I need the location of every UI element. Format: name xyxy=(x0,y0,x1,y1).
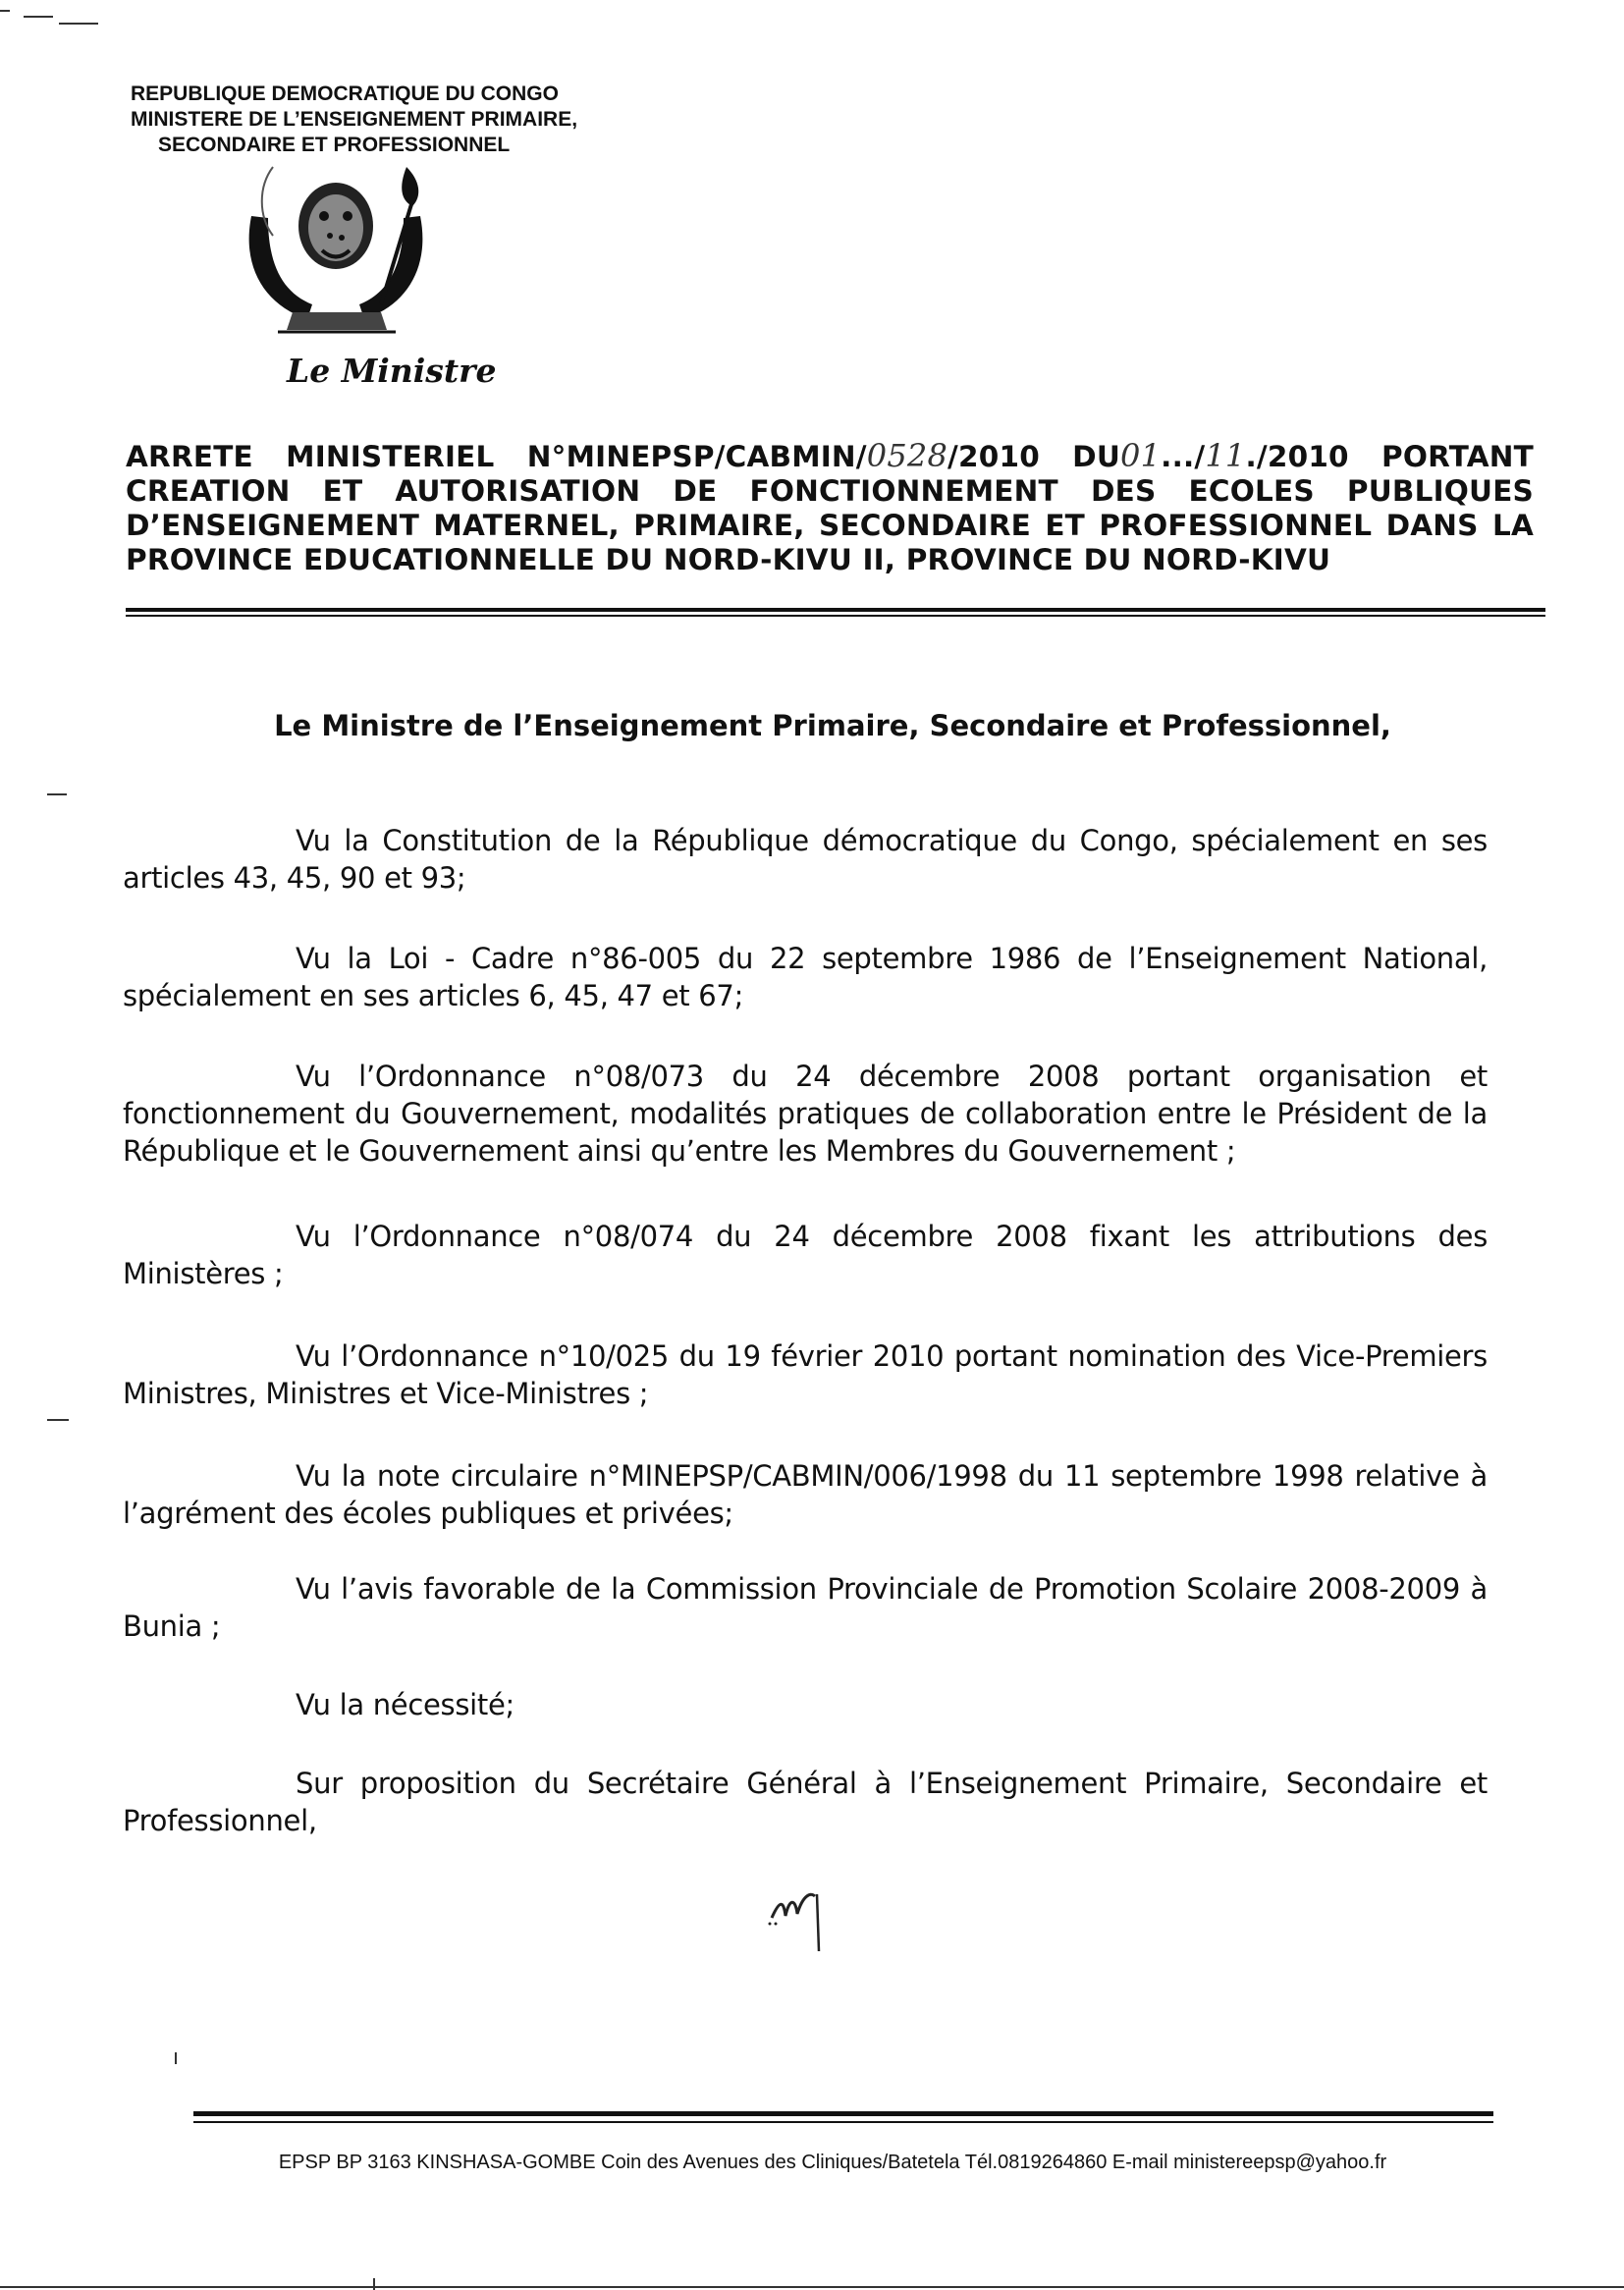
scan-artifact xyxy=(24,16,53,18)
consideration-constitution: Vu la Constitution de la République démocratique du Congo, spécialement en ses articles 43, 45, 90 et 93; xyxy=(123,824,1488,895)
scan-artifact xyxy=(175,2052,177,2064)
scan-artifact xyxy=(47,793,67,795)
handwritten-initials xyxy=(766,1873,835,1953)
letterhead-country: REPUBLIQUE DEMOCRATIQUE DU CONGO xyxy=(131,82,559,105)
consideration-avis-commission: Vu l’avis favorable de la Commission Provinciale de Promotion Scolaire 2008-2009 à Bunia ; xyxy=(123,1572,1488,1643)
handwritten-month: 11 xyxy=(1205,437,1246,474)
scan-artifact xyxy=(59,23,98,25)
letterhead-ministry-cont: SECONDAIRE ET PROFESSIONNEL xyxy=(158,134,511,156)
letterhead xyxy=(131,82,739,158)
title-underline-thin xyxy=(126,615,1545,617)
decree-title-line-3: D’ENSEIGNEMENT MATERNEL, PRIMAIRE, SECONDAIRE ET PROFESSIONNEL DANS LA xyxy=(126,509,1534,542)
title-underline xyxy=(126,608,1545,612)
scan-artifact xyxy=(0,10,10,12)
consideration-ordonnance-08-073: Vu l’Ordonnance n°08/073 du 24 décembre 2008 portant organisation et fonctionnement du Gouvernement, modalités pratiques de collaboration entre le Président de la République et le Gouvernement ainsi qu’entre les Membres du Gouvernement ; xyxy=(123,1060,1488,1168)
scan-artifact xyxy=(373,2278,375,2290)
consideration-ordonnance-08-074: Vu l’Ordonnance n°08/074 du 24 décembre 2008 fixant les attributions des Ministères ; xyxy=(123,1220,1488,1290)
scan-artifact xyxy=(47,1419,69,1421)
consideration-loi-cadre: Vu la Loi - Cadre n°86-005 du 22 septembre 1986 de l’Enseignement National, spécialement en ses articles 6, 45, 47 et 67; xyxy=(123,942,1488,1012)
scan-artifact xyxy=(0,2286,1624,2288)
decree-title-line-1: ARRETE MINISTERIEL N°MINEPSP/CABMIN/0528/2010 DU01.../11./2010 PORTANT xyxy=(126,437,1534,474)
footer-rule xyxy=(193,2111,1493,2116)
consideration-necessite: Vu la nécessité; xyxy=(296,1688,514,1721)
minister-signature-title: Le Ministre xyxy=(287,352,497,390)
letterhead-ministry: MINISTERE DE L’ENSEIGNEMENT PRIMAIRE, xyxy=(131,108,578,131)
decree-title xyxy=(126,439,1534,577)
minister-intro: Le Ministre de l’Enseignement Primaire, Secondaire et Professionnel, xyxy=(274,709,1391,742)
footer-address: EPSP BP 3163 KINSHASA-GOMBE Coin des Avenues des Cliniques/Batetela Tél.0819264860 E-mail ministereepsp@yahoo.fr xyxy=(278,2152,1387,2173)
handwritten-decree-number: 0528 xyxy=(866,437,948,474)
consideration-proposition: Sur proposition du Secrétaire Général à l’Enseignement Primaire, Secondaire et Professionnel, xyxy=(123,1767,1488,1837)
consideration-note-circulaire: Vu la note circulaire n°MINEPSP/CABMIN/006/1998 du 11 septembre 1998 relative à l’agrément des écoles publiques et privées; xyxy=(123,1459,1488,1530)
consideration-ordonnance-10-025: Vu l’Ordonnance n°10/025 du 19 février 2010 portant nomination des Vice-Premiers Ministres, Ministres et Vice-Ministres ; xyxy=(123,1339,1488,1410)
footer-rule-thin xyxy=(193,2121,1493,2123)
decree-title-line-2: CREATION ET AUTORISATION DE FONCTIONNEMENT DES ECOLES PUBLIQUES xyxy=(126,474,1534,508)
handwritten-day: 01 xyxy=(1120,437,1162,474)
decree-title-line-4: PROVINCE EDUCATIONNELLE DU NORD-KIVU II, PROVINCE DU NORD-KIVU xyxy=(126,543,1331,576)
leopard-coat-of-arms-icon xyxy=(234,157,489,363)
